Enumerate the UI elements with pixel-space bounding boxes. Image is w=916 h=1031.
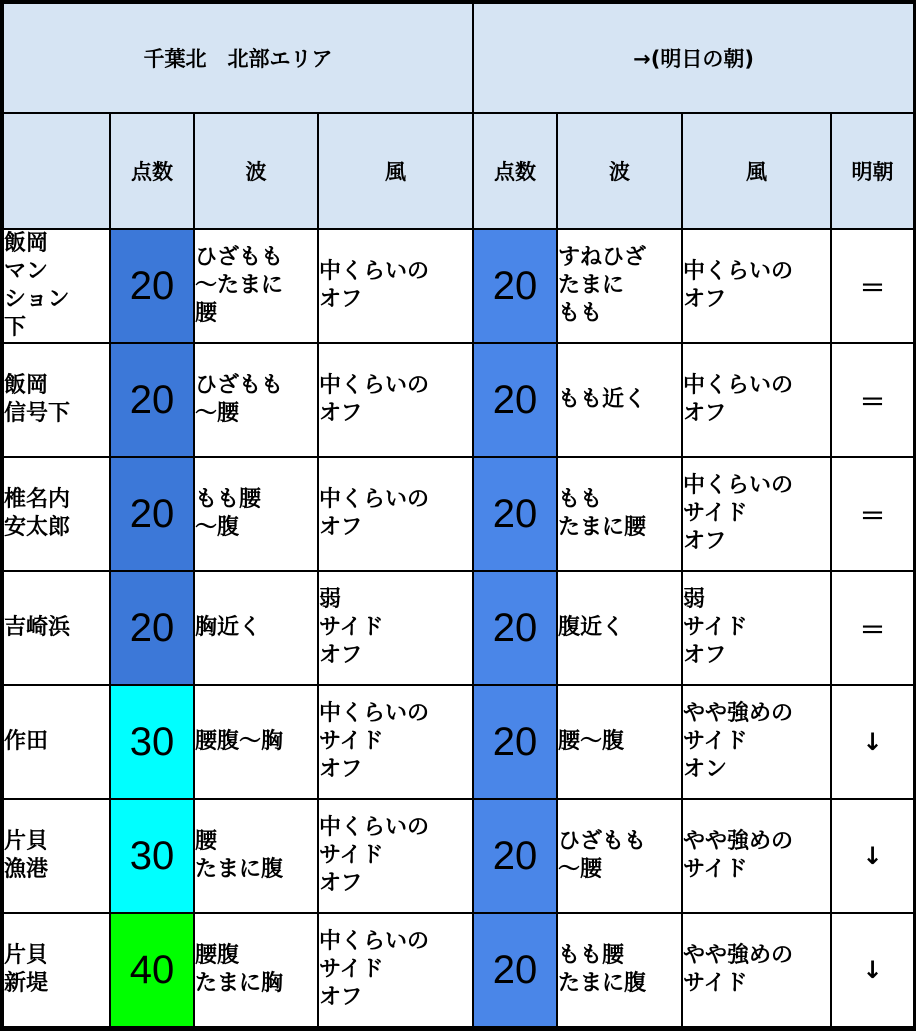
table-row bbox=[3, 343, 914, 457]
wind-tomorrow: 弱 サイド オフ bbox=[682, 571, 831, 685]
spot-name: 飯岡 信号下 bbox=[3, 343, 110, 457]
wave-today: ひざもも ～たまに 腰 bbox=[194, 229, 318, 343]
score-tomorrow: 20 bbox=[473, 571, 557, 685]
wind-tomorrow: やや強めの サイド bbox=[682, 913, 831, 1027]
wind-tomorrow: やや強めの サイド bbox=[682, 799, 831, 913]
wind-tomorrow: 中くらいの オフ bbox=[682, 343, 831, 457]
score-tomorrow: 20 bbox=[473, 457, 557, 571]
wave-tomorrow: もも たまに腰 bbox=[557, 457, 682, 571]
trend-indicator: ↓ bbox=[831, 799, 914, 913]
wave-today: 胸近く bbox=[194, 571, 318, 685]
wind-today: 中くらいの オフ bbox=[318, 457, 473, 571]
surf-forecast-table bbox=[2, 2, 915, 1028]
score-today: 20 bbox=[110, 229, 194, 343]
spot-name: 片貝 新堤 bbox=[3, 913, 110, 1027]
table-row bbox=[3, 229, 914, 343]
wave-tomorrow: もも腰 たまに腹 bbox=[557, 913, 682, 1027]
header-next-wind: 風 bbox=[682, 113, 831, 229]
score-today: 20 bbox=[110, 343, 194, 457]
trend-indicator: ↓ bbox=[831, 913, 914, 1027]
wave-today: もも腰 ～腹 bbox=[194, 457, 318, 571]
header-next-wave: 波 bbox=[557, 113, 682, 229]
table-row bbox=[3, 799, 914, 913]
score-today: 30 bbox=[110, 799, 194, 913]
table-row bbox=[3, 913, 914, 1027]
header-wind: 風 bbox=[318, 113, 473, 229]
wave-tomorrow: もも近く bbox=[557, 343, 682, 457]
table-row bbox=[3, 685, 914, 799]
area-title: 千葉北 北部エリア bbox=[3, 3, 473, 113]
wave-tomorrow: 腹近く bbox=[557, 571, 682, 685]
spot-name: 作田 bbox=[3, 685, 110, 799]
trend-indicator: ＝ bbox=[831, 457, 914, 571]
score-tomorrow: 20 bbox=[473, 229, 557, 343]
header-next-score: 点数 bbox=[473, 113, 557, 229]
wind-tomorrow: 中くらいの オフ bbox=[682, 229, 831, 343]
wave-today: ひざもも ～腰 bbox=[194, 343, 318, 457]
spot-name: 吉崎浜 bbox=[3, 571, 110, 685]
score-tomorrow: 20 bbox=[473, 685, 557, 799]
wind-today: 中くらいの オフ bbox=[318, 229, 473, 343]
wave-tomorrow: 腰～腹 bbox=[557, 685, 682, 799]
wind-tomorrow: 中くらいの サイド オフ bbox=[682, 457, 831, 571]
trend-indicator: ↓ bbox=[831, 685, 914, 799]
score-tomorrow: 20 bbox=[473, 913, 557, 1027]
spot-name: 椎名内 安太郎 bbox=[3, 457, 110, 571]
wind-today: 中くらいの サイド オフ bbox=[318, 685, 473, 799]
trend-indicator: ＝ bbox=[831, 229, 914, 343]
header-trend: 明朝 bbox=[831, 113, 914, 229]
score-tomorrow: 20 bbox=[473, 799, 557, 913]
score-today: 20 bbox=[110, 457, 194, 571]
score-tomorrow: 20 bbox=[473, 343, 557, 457]
wave-today: 腰 たまに腹 bbox=[194, 799, 318, 913]
table-row bbox=[3, 571, 914, 685]
header-row-columns bbox=[3, 113, 914, 229]
next-morning-title: →(明日の朝) bbox=[473, 3, 914, 113]
wind-today: 中くらいの サイド オフ bbox=[318, 799, 473, 913]
trend-indicator: ＝ bbox=[831, 571, 914, 685]
wave-tomorrow: すねひざ たまに もも bbox=[557, 229, 682, 343]
header-blank bbox=[3, 113, 110, 229]
wind-today: 中くらいの オフ bbox=[318, 343, 473, 457]
wave-tomorrow: ひざもも ～腰 bbox=[557, 799, 682, 913]
header-score: 点数 bbox=[110, 113, 194, 229]
wind-today: 中くらいの サイド オフ bbox=[318, 913, 473, 1027]
header-wave: 波 bbox=[194, 113, 318, 229]
wind-today: 弱 サイド オフ bbox=[318, 571, 473, 685]
score-today: 20 bbox=[110, 571, 194, 685]
score-today: 30 bbox=[110, 685, 194, 799]
trend-indicator: ＝ bbox=[831, 343, 914, 457]
score-today: 40 bbox=[110, 913, 194, 1027]
wind-tomorrow: やや強めの サイド オン bbox=[682, 685, 831, 799]
header-row-top bbox=[3, 3, 914, 113]
table-row bbox=[3, 457, 914, 571]
spot-name: 片貝 漁港 bbox=[3, 799, 110, 913]
wave-today: 腰腹 たまに胸 bbox=[194, 913, 318, 1027]
wave-today: 腰腹～胸 bbox=[194, 685, 318, 799]
spot-name: 飯岡 マン ション 下 bbox=[3, 229, 110, 343]
